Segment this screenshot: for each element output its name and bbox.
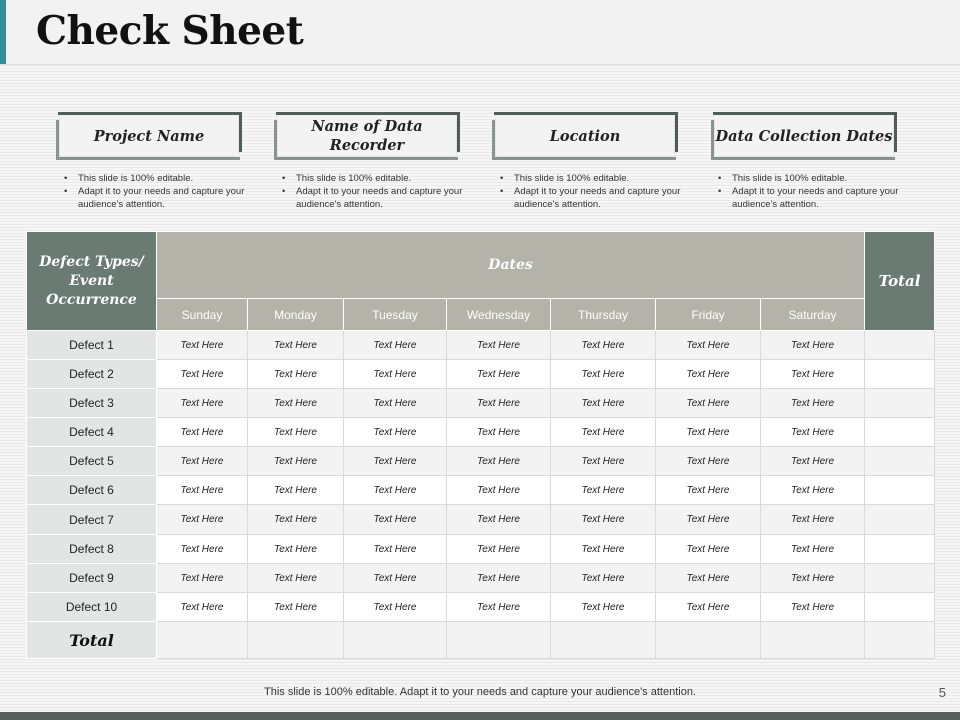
day-header-sunday: Sunday (157, 299, 248, 331)
table-cell[interactable]: Text Here (447, 331, 551, 360)
bottom-bar (0, 712, 960, 720)
page-number: 5 (938, 685, 946, 700)
table-cell[interactable]: Text Here (248, 476, 344, 505)
table-cell[interactable]: Text Here (157, 564, 248, 593)
table-cell[interactable]: Text Here (344, 505, 447, 535)
table-cell[interactable]: Text Here (447, 389, 551, 418)
table-cell[interactable]: Text Here (656, 535, 761, 564)
table-cell[interactable]: Text Here (248, 447, 344, 476)
table-cell[interactable]: Text Here (344, 418, 447, 447)
header-box-collection-dates (711, 112, 897, 160)
total-column-header: Total (865, 232, 935, 331)
row-total-cell[interactable] (865, 418, 935, 447)
table-cell[interactable]: Text Here (551, 593, 656, 622)
header-box-label: Data Collection Dates (715, 116, 893, 156)
row-total-cell[interactable] (865, 389, 935, 418)
row-label: Defect 6 (27, 476, 157, 505)
table-cell[interactable]: Text Here (447, 447, 551, 476)
table-cell[interactable]: Text Here (656, 505, 761, 535)
row-label: Defect 1 (27, 331, 157, 360)
row-label: Defect 4 (27, 418, 157, 447)
grand-total-cell[interactable] (865, 622, 935, 659)
note-item: • This slide is 100% editable. (296, 172, 496, 185)
table-cell[interactable]: Text Here (447, 505, 551, 535)
row-total-cell[interactable] (865, 564, 935, 593)
table-row (27, 360, 935, 389)
table-cell[interactable]: Text Here (656, 389, 761, 418)
note-item: • Adapt it to your needs and capture your audience's attention. (78, 185, 278, 211)
note-item: • This slide is 100% editable. (732, 172, 932, 185)
table-row (27, 535, 935, 564)
table-row (27, 564, 935, 593)
table-row (27, 418, 935, 447)
row-total-cell[interactable] (865, 360, 935, 389)
table-cell[interactable]: Text Here (761, 389, 865, 418)
day-header-monday: Monday (248, 299, 344, 331)
table-cell[interactable]: Text Here (551, 447, 656, 476)
table-cell[interactable]: Text Here (157, 360, 248, 389)
table-cell[interactable]: Text Here (656, 418, 761, 447)
header-box-label: Project Name (60, 116, 238, 156)
day-total-cell[interactable] (656, 622, 761, 659)
table-row (27, 593, 935, 622)
title-accent-bar (0, 0, 6, 64)
table-body (27, 331, 935, 659)
table-cell[interactable]: Text Here (656, 476, 761, 505)
table-cell[interactable]: Text Here (344, 360, 447, 389)
table-cell[interactable]: Text Here (344, 593, 447, 622)
row-total-cell[interactable] (865, 505, 935, 535)
note-item: • This slide is 100% editable. (78, 172, 278, 185)
table-row (27, 476, 935, 505)
table-cell[interactable]: Text Here (248, 331, 344, 360)
table-cell[interactable]: Text Here (248, 505, 344, 535)
row-total-cell[interactable] (865, 593, 935, 622)
day-total-cell[interactable] (761, 622, 865, 659)
table-cell[interactable]: Text Here (344, 447, 447, 476)
footer-text: This slide is 100% editable. Adapt it to your needs and capture your audience's attention. (264, 686, 696, 698)
table-cell[interactable]: Text Here (157, 447, 248, 476)
table-cell[interactable]: Text Here (761, 331, 865, 360)
day-header-tuesday: Tuesday (344, 299, 447, 331)
table-cell[interactable]: Text Here (761, 447, 865, 476)
note-item: • Adapt it to your needs and capture your audience's attention. (514, 185, 714, 211)
note-item: • This slide is 100% editable. (514, 172, 714, 185)
table-cell[interactable]: Text Here (551, 535, 656, 564)
day-total-cell[interactable] (157, 622, 248, 659)
table-cell[interactable]: Text Here (551, 331, 656, 360)
notes-list-collection-dates (708, 172, 932, 211)
header-box-location (492, 112, 678, 160)
table-row (27, 331, 935, 360)
table-cell[interactable]: Text Here (157, 389, 248, 418)
table-row (27, 447, 935, 476)
table-cell[interactable]: Text Here (761, 360, 865, 389)
table-cell[interactable]: Text Here (447, 535, 551, 564)
title-bar (0, 0, 960, 65)
row-label: Defect 7 (27, 505, 157, 535)
row-total-cell[interactable] (865, 331, 935, 360)
total-row-label: Total (27, 622, 157, 659)
table-cell[interactable]: Text Here (248, 593, 344, 622)
header-box-label: Name of Data Recorder (278, 116, 456, 156)
row-total-cell[interactable] (865, 535, 935, 564)
table-cell[interactable]: Text Here (551, 564, 656, 593)
row-label: Defect 10 (27, 593, 157, 622)
table-cell[interactable]: Text Here (761, 593, 865, 622)
row-label: Defect 2 (27, 360, 157, 389)
table-cell[interactable]: Text Here (344, 331, 447, 360)
notes-list-data-recorder (272, 172, 496, 211)
row-total-cell[interactable] (865, 447, 935, 476)
day-header-thursday: Thursday (551, 299, 656, 331)
table-cell[interactable]: Text Here (551, 418, 656, 447)
table-cell[interactable]: Text Here (447, 360, 551, 389)
table-row (27, 505, 935, 535)
notes-list-project-name (54, 172, 278, 211)
table-cell[interactable]: Text Here (157, 593, 248, 622)
table-cell[interactable]: Text Here (656, 593, 761, 622)
table-cell[interactable]: Text Here (447, 564, 551, 593)
table-cell[interactable]: Text Here (248, 389, 344, 418)
day-total-cell[interactable] (551, 622, 656, 659)
table-cell[interactable]: Text Here (248, 360, 344, 389)
row-label: Defect 5 (27, 447, 157, 476)
table-cell[interactable]: Text Here (447, 476, 551, 505)
row-label: Defect 8 (27, 535, 157, 564)
table-cell[interactable]: Text Here (157, 535, 248, 564)
table-cell[interactable]: Text Here (157, 331, 248, 360)
day-header-wednesday: Wednesday (447, 299, 551, 331)
day-total-cell[interactable] (248, 622, 344, 659)
check-sheet-table (26, 231, 935, 659)
notes-list-location (490, 172, 714, 211)
table-cell[interactable]: Text Here (656, 331, 761, 360)
table-cell[interactable]: Text Here (656, 447, 761, 476)
table-cell[interactable]: Text Here (447, 418, 551, 447)
note-item: • Adapt it to your needs and capture your audience's attention. (296, 185, 496, 211)
table-cell[interactable]: Text Here (656, 360, 761, 389)
table-cell[interactable]: Text Here (761, 418, 865, 447)
table-cell[interactable]: Text Here (551, 476, 656, 505)
table-cell[interactable]: Text Here (248, 535, 344, 564)
table-cell[interactable]: Text Here (344, 476, 447, 505)
defect-types-header: Defect Types/ Event Occurrence (27, 232, 157, 331)
day-header-friday: Friday (656, 299, 761, 331)
row-label: Defect 3 (27, 389, 157, 418)
table-cell[interactable]: Text Here (248, 418, 344, 447)
table-cell[interactable]: Text Here (656, 564, 761, 593)
table-cell[interactable]: Text Here (551, 360, 656, 389)
header-box-data-recorder (274, 112, 460, 160)
table-cell[interactable]: Text Here (344, 564, 447, 593)
day-header-saturday: Saturday (761, 299, 865, 331)
table-cell[interactable]: Text Here (761, 564, 865, 593)
table-cell[interactable]: Text Here (248, 564, 344, 593)
row-total-cell[interactable] (865, 476, 935, 505)
table-cell[interactable]: Text Here (761, 476, 865, 505)
row-label: Defect 9 (27, 564, 157, 593)
table-cell[interactable]: Text Here (761, 505, 865, 535)
table-cell[interactable]: Text Here (447, 593, 551, 622)
total-row (27, 622, 935, 659)
table-cell[interactable]: Text Here (344, 535, 447, 564)
table-cell[interactable]: Text Here (157, 476, 248, 505)
table-cell[interactable]: Text Here (551, 505, 656, 535)
page-title: Check Sheet (36, 8, 304, 54)
table-row (27, 389, 935, 418)
day-total-cell[interactable] (344, 622, 447, 659)
day-total-cell[interactable] (447, 622, 551, 659)
header-box-label: Location (496, 116, 674, 156)
table-cell[interactable]: Text Here (344, 389, 447, 418)
table-cell[interactable]: Text Here (761, 535, 865, 564)
dates-header: Dates (157, 232, 865, 299)
table-cell[interactable]: Text Here (551, 389, 656, 418)
note-item: • Adapt it to your needs and capture your audience's attention. (732, 185, 932, 211)
table-cell[interactable]: Text Here (157, 505, 248, 535)
header-box-project-name (56, 112, 242, 160)
table-cell[interactable]: Text Here (157, 418, 248, 447)
